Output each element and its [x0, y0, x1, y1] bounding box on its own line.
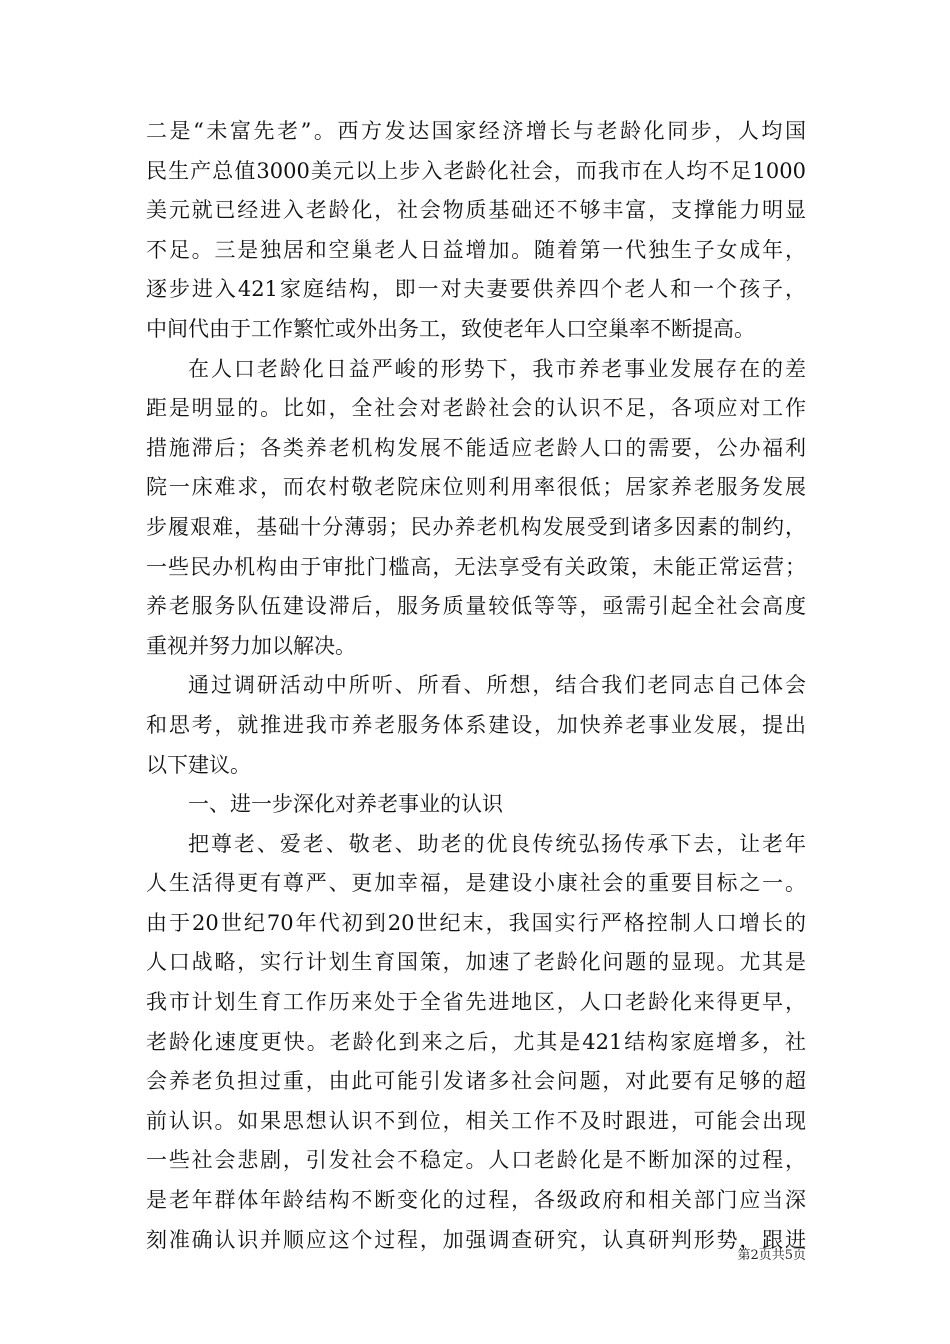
text-line: 措施滞后；各类养老机构发展不能适应老龄人口的需要，公办福利 — [146, 435, 806, 460]
text-line: 二是“未富先老”。西方发达国家经济增长与老龄化同步，人均国 — [146, 119, 806, 143]
text-line: 民生产总值3000美元以上步入老龄化社会，而我市在人均不足1000 — [146, 158, 806, 183]
text-line: 是老年群体年龄结构不断变化的过程，各级政府和相关部门应当深 — [146, 1188, 806, 1213]
text-line: 美元就已经进入老龄化，社会物质基础还不够丰富，支撑能力明显 — [146, 198, 806, 223]
text-line: 院一床难求，而农村敬老院床位则利用率很低；居家养老服务发展 — [146, 475, 806, 500]
text-line: 会养老负担过重，由此可能引发诸多社会问题，对此要有足够的超 — [146, 1069, 806, 1094]
text-line: 前认识。如果思想认识不到位，相关工作不及时跟进，可能会出现 — [146, 1108, 806, 1133]
text-line: 在人口老龄化日益严峻的形势下，我市养老事业发展存在的差 — [188, 356, 806, 381]
page-number-footer: 第2页共5页 — [737, 1248, 806, 1263]
text-line: 以下建议。 — [146, 752, 251, 777]
text-line: 刻准确认识并顺应这个过程，加强调查研究，认真研判形势，跟进 — [146, 1227, 806, 1252]
text-line: 中间代由于工作繁忙或外出务工，致使老年人口空巢率不断提高。 — [146, 316, 755, 341]
text-line: 重视并努力加以解决。 — [146, 633, 356, 658]
document-body — [146, 112, 806, 1260]
text-line: 养老服务队伍建设滞后，服务质量较低等等，亟需引起全社会高度 — [146, 594, 806, 619]
text-line: 逐步进入421家庭结构，即一对夫妻要供养四个老人和一个孩子， — [146, 277, 806, 302]
text-line: 和思考，就推进我市养老服务体系建设，加快养老事业发展，提出 — [146, 712, 806, 737]
text-line: 不足。三是独居和空巢老人日益增加。随着第一代独生子女成年， — [146, 237, 806, 262]
text-line: 距是明显的。比如，全社会对老龄社会的认识不足，各项应对工作 — [146, 396, 806, 421]
text-line: 一些民办机构由于审批门槛高，无法享受有关政策，未能正常运营； — [146, 554, 806, 579]
text-line: 把尊老、爱老、敬老、助老的优良传统弘扬传承下去，让老年 — [188, 831, 806, 856]
text-line: 步履艰难，基础十分薄弱；民办养老机构发展受到诸多因素的制约， — [146, 514, 806, 539]
text-line: 通过调研活动中所听、所看、所想，结合我们老同志自己体会 — [188, 673, 806, 698]
text-line: 老龄化速度更快。老龄化到来之后，尤其是421结构家庭增多，社 — [146, 1029, 806, 1054]
text-line: 由于20世纪70年代初到20世纪末，我国实行严格控制人口增长的 — [146, 910, 806, 935]
text-line: 人生活得更有尊严、更加幸福，是建设小康社会的重要目标之一。 — [146, 871, 806, 896]
text-line: 我市计划生育工作历来处于全省先进地区，人口老龄化来得更早， — [146, 990, 806, 1015]
text-line: 人口战略，实行计划生育国策，加速了老龄化问题的显现。尤其是 — [146, 950, 806, 975]
section-heading: 一、进一步深化对养老事业的认识 — [188, 792, 503, 817]
text-line: 一些社会悲剧，引发社会不稳定。人口老龄化是不断加深的过程， — [146, 1148, 806, 1173]
